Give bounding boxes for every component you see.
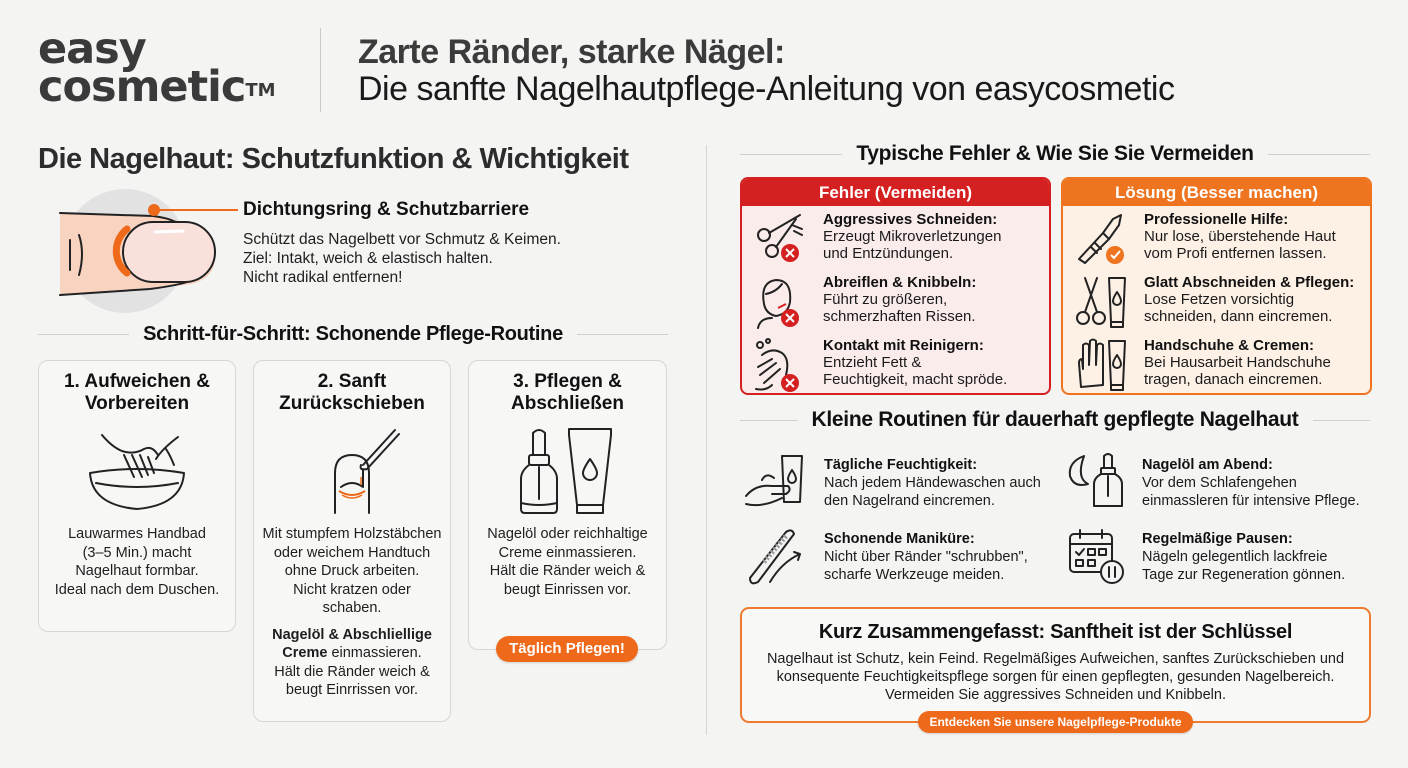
error-desc bbox=[823, 291, 976, 325]
desc-line: Nagelöl oder reichhaltige bbox=[487, 526, 648, 542]
desc-line: schaben. bbox=[322, 600, 382, 616]
steps-heading-text: Schritt-für-Schritt: Schonende Pflege-Routine bbox=[143, 323, 563, 345]
error-item bbox=[742, 272, 1049, 332]
desc-line: schneiden, dann eincremen. bbox=[1144, 308, 1333, 325]
desc-line: Nagelhaut formbar. bbox=[75, 563, 199, 579]
washing-hands-icon bbox=[752, 337, 812, 393]
solution-desc bbox=[1144, 291, 1332, 325]
step-title-line: 3. Pflegen & bbox=[513, 371, 622, 392]
desc-line: oder weichem Handtuch bbox=[273, 544, 431, 561]
error-title: Kontakt mit Reinigern: bbox=[823, 337, 984, 354]
step-card-3 bbox=[468, 360, 667, 650]
importance-heading: Die Nagelhaut: Schutzfunktion & Wichtigkeit bbox=[38, 143, 629, 175]
step-card-2 bbox=[253, 360, 451, 722]
step-title-line: 2. Sanft bbox=[317, 371, 387, 392]
errors-panel bbox=[740, 177, 1051, 395]
summary-line: Vermeiden Sie aggressives Schneiden und Knibbeln. bbox=[885, 687, 1226, 703]
step-title bbox=[39, 371, 235, 415]
desc-line: beugt Einrissen vor. bbox=[503, 581, 632, 598]
routine-desc bbox=[824, 548, 1028, 584]
solution-title: Professionelle Hilfe: bbox=[1144, 211, 1289, 228]
desc-line: vom Profi entfernen lassen. bbox=[1144, 245, 1327, 262]
logo-line1: easy bbox=[38, 24, 146, 74]
heading-rule bbox=[38, 334, 129, 335]
heading-rule bbox=[740, 420, 798, 421]
desc-line: Vor dem Schlafengehen bbox=[1142, 475, 1297, 491]
desc-line: Lauwarmes Handbad bbox=[68, 526, 206, 542]
desc-line: ohne Druck arbeiten. bbox=[284, 563, 420, 579]
desc-line: Nur lose, überstehende Haut bbox=[1144, 228, 1336, 245]
errors-panel-header: Fehler (Vermeiden) bbox=[742, 179, 1049, 206]
desc-line: Nicht über Ränder "schrubben", bbox=[824, 549, 1028, 565]
desc-line: Bei Hausarbeit Handschuhe bbox=[1144, 354, 1331, 371]
desc-line: Ideal nach dem Duschen. bbox=[54, 581, 220, 598]
scissors-icon bbox=[752, 211, 812, 267]
error-desc bbox=[823, 354, 1007, 388]
desc-line: Creme einmassieren. bbox=[498, 544, 637, 561]
callout-line: Ziel: Intakt, weich & elastisch halten. bbox=[243, 250, 493, 267]
desc-line: Nägeln gelegentlich lackfreie bbox=[1142, 549, 1328, 565]
header-divider bbox=[320, 28, 321, 112]
column-divider bbox=[706, 145, 707, 735]
cuticle-pusher-icon bbox=[297, 425, 407, 515]
step-title-line: Abschließen bbox=[511, 393, 624, 414]
routines-heading-text: Kleine Routinen für dauerhaft gepflegte Nagelhaut bbox=[811, 408, 1299, 431]
step-card-1 bbox=[38, 360, 236, 632]
desc-line: Mit stumpfem Holzstäbchen bbox=[262, 526, 442, 542]
routine-item-regular-breaks bbox=[1060, 526, 1370, 586]
callout-line: Nicht radikal entfernen! bbox=[243, 269, 403, 286]
solution-title: Handschuhe & Cremen: bbox=[1144, 337, 1315, 354]
daily-care-badge[interactable]: Täglich Pflegen! bbox=[496, 636, 638, 662]
solution-desc bbox=[1144, 354, 1331, 388]
desc-line: einmassleren für intensive Pflege. bbox=[1142, 493, 1360, 509]
solution-item bbox=[1063, 335, 1370, 395]
routine-item-gentle-manicure bbox=[742, 526, 1052, 586]
routine-title: Nagelöl am Abend: bbox=[1142, 457, 1273, 473]
desc-line: beugt Einrrissen vor. bbox=[285, 682, 419, 698]
routine-desc bbox=[824, 474, 1041, 510]
summary-title: Kurz Zusammengefasst: Sanftheit ist der Schlüssel bbox=[818, 621, 1293, 643]
desc-line: Feuchtigkeit, macht spröde. bbox=[823, 371, 1008, 388]
step-description bbox=[469, 525, 666, 599]
routine-item-daily-moisture bbox=[742, 452, 1052, 512]
routine-title: Tägliche Feuchtigkeit: bbox=[824, 457, 978, 473]
error-title: Abreiflen & Knibbeln: bbox=[823, 274, 977, 291]
oil-dropper-and-cream-tube-icon bbox=[513, 425, 623, 515]
step-title bbox=[254, 371, 450, 415]
error-desc bbox=[823, 228, 1001, 262]
desc-line: Erzeugt Mikroverletzungen bbox=[823, 228, 1002, 245]
heading-rule bbox=[1268, 154, 1370, 155]
desc-line: (3–5 Min.) macht bbox=[82, 544, 192, 561]
step-extra-note bbox=[254, 626, 450, 700]
extra-bold: Creme bbox=[282, 645, 328, 661]
mistakes-section-heading bbox=[740, 142, 1370, 166]
logo-line2: cosmetic bbox=[38, 62, 246, 112]
solutions-panel bbox=[1061, 177, 1372, 395]
heading-rule bbox=[1313, 420, 1371, 421]
step-title-line: 1. Aufweichen & bbox=[63, 371, 211, 392]
step-description bbox=[254, 525, 450, 618]
discover-products-button[interactable]: Entdecken Sie unsere Nagelpflege-Produkte bbox=[918, 711, 1193, 733]
hand-cream-icon bbox=[742, 452, 812, 512]
summary-line: konsequente Feuchtigkeitspflege sorgen für einen gepflegten, gesunden Nagelbereich. bbox=[776, 669, 1335, 685]
error-item bbox=[742, 335, 1049, 395]
desc-line: Führt zu größeren, bbox=[823, 291, 948, 308]
trademark: TM bbox=[245, 80, 276, 101]
routine-desc bbox=[1142, 474, 1360, 510]
routine-title: Schonende Maniküre: bbox=[824, 531, 975, 547]
desc-line: Hält die Ränder weich & bbox=[489, 563, 646, 579]
solution-item bbox=[1063, 209, 1370, 269]
desc-line: Entzieht Fett & bbox=[823, 354, 922, 371]
step-description bbox=[39, 525, 235, 599]
desc-line: scharfe Werkzeuge meiden. bbox=[824, 567, 1005, 583]
page-title: Zarte Ränder, starke Nägel: bbox=[358, 33, 785, 71]
error-item bbox=[742, 209, 1049, 269]
summary-text bbox=[742, 650, 1369, 704]
desc-line: und Entzündungen. bbox=[823, 245, 954, 262]
mistakes-heading-text: Typische Fehler & Wie Sie Sie Vermeiden bbox=[856, 142, 1254, 165]
brand-logo bbox=[38, 24, 276, 112]
solution-desc bbox=[1144, 228, 1336, 262]
heading-rule bbox=[577, 334, 668, 335]
routine-title: Regelmäßige Pausen: bbox=[1142, 531, 1293, 547]
desc-line: den Nagelrand eincremen. bbox=[824, 493, 995, 509]
routines-section-heading bbox=[740, 408, 1370, 432]
extra-rest: einmassieren. bbox=[327, 645, 422, 661]
steps-section-heading bbox=[38, 323, 668, 346]
calendar-pause-icon bbox=[1060, 526, 1130, 586]
fingernail-cuticle-icon bbox=[55, 185, 230, 310]
desc-line: Lose Fetzen vorsichtig bbox=[1144, 291, 1295, 308]
desc-line: schmerzhaften Rissen. bbox=[823, 308, 976, 325]
step-title bbox=[469, 371, 666, 415]
routine-item-evening-oil bbox=[1060, 452, 1370, 512]
desc-line: Tage zur Regeneration gönnen. bbox=[1142, 567, 1346, 583]
error-title: Aggressives Schneiden: bbox=[823, 211, 998, 228]
page-subtitle: Die sanfte Nagelhautpflege-Anleitung von easycosmetic bbox=[358, 70, 1175, 108]
solutions-panel-header: Lösung (Besser machen) bbox=[1063, 179, 1370, 206]
desc-line: tragen, danach eincremen. bbox=[1144, 371, 1323, 388]
desc-line: Nicht kratzen oder bbox=[293, 581, 411, 598]
routine-desc bbox=[1142, 548, 1345, 584]
summary-box bbox=[740, 607, 1371, 723]
glove-and-cream-icon bbox=[1073, 337, 1133, 393]
desc-line: Hält die Ränder weich & bbox=[274, 663, 430, 680]
summary-line: Nagelhaut ist Schutz, kein Feind. Regelmäßiges Aufweichen, sanftes Zurückschieben und bbox=[766, 651, 1345, 667]
desc-line: Nach jedem Händewaschen auch bbox=[824, 475, 1041, 491]
hands-in-bowl-icon bbox=[82, 425, 192, 515]
heading-rule bbox=[740, 154, 842, 155]
nail-biting-face-icon bbox=[752, 274, 812, 330]
solution-title: Glatt Abschneiden & Pflegen: bbox=[1144, 274, 1355, 291]
step-title-line: Vorbereiten bbox=[84, 393, 190, 414]
step-title-line: Zurückschieben bbox=[279, 393, 425, 414]
callout-line: Schützt das Nagelbett vor Schmutz & Keimen. bbox=[243, 231, 561, 248]
nail-file-icon bbox=[742, 526, 812, 586]
extra-bold: Nagelöl & Abschliellige bbox=[272, 626, 432, 643]
callout-title: Dichtungsring & Schutzbarriere bbox=[243, 199, 530, 220]
callout-text bbox=[243, 230, 561, 287]
brush-tool-icon bbox=[1073, 211, 1133, 267]
moon-and-oil-icon bbox=[1060, 452, 1130, 512]
scissors-and-cream-icon bbox=[1073, 274, 1133, 330]
solution-item bbox=[1063, 272, 1370, 332]
